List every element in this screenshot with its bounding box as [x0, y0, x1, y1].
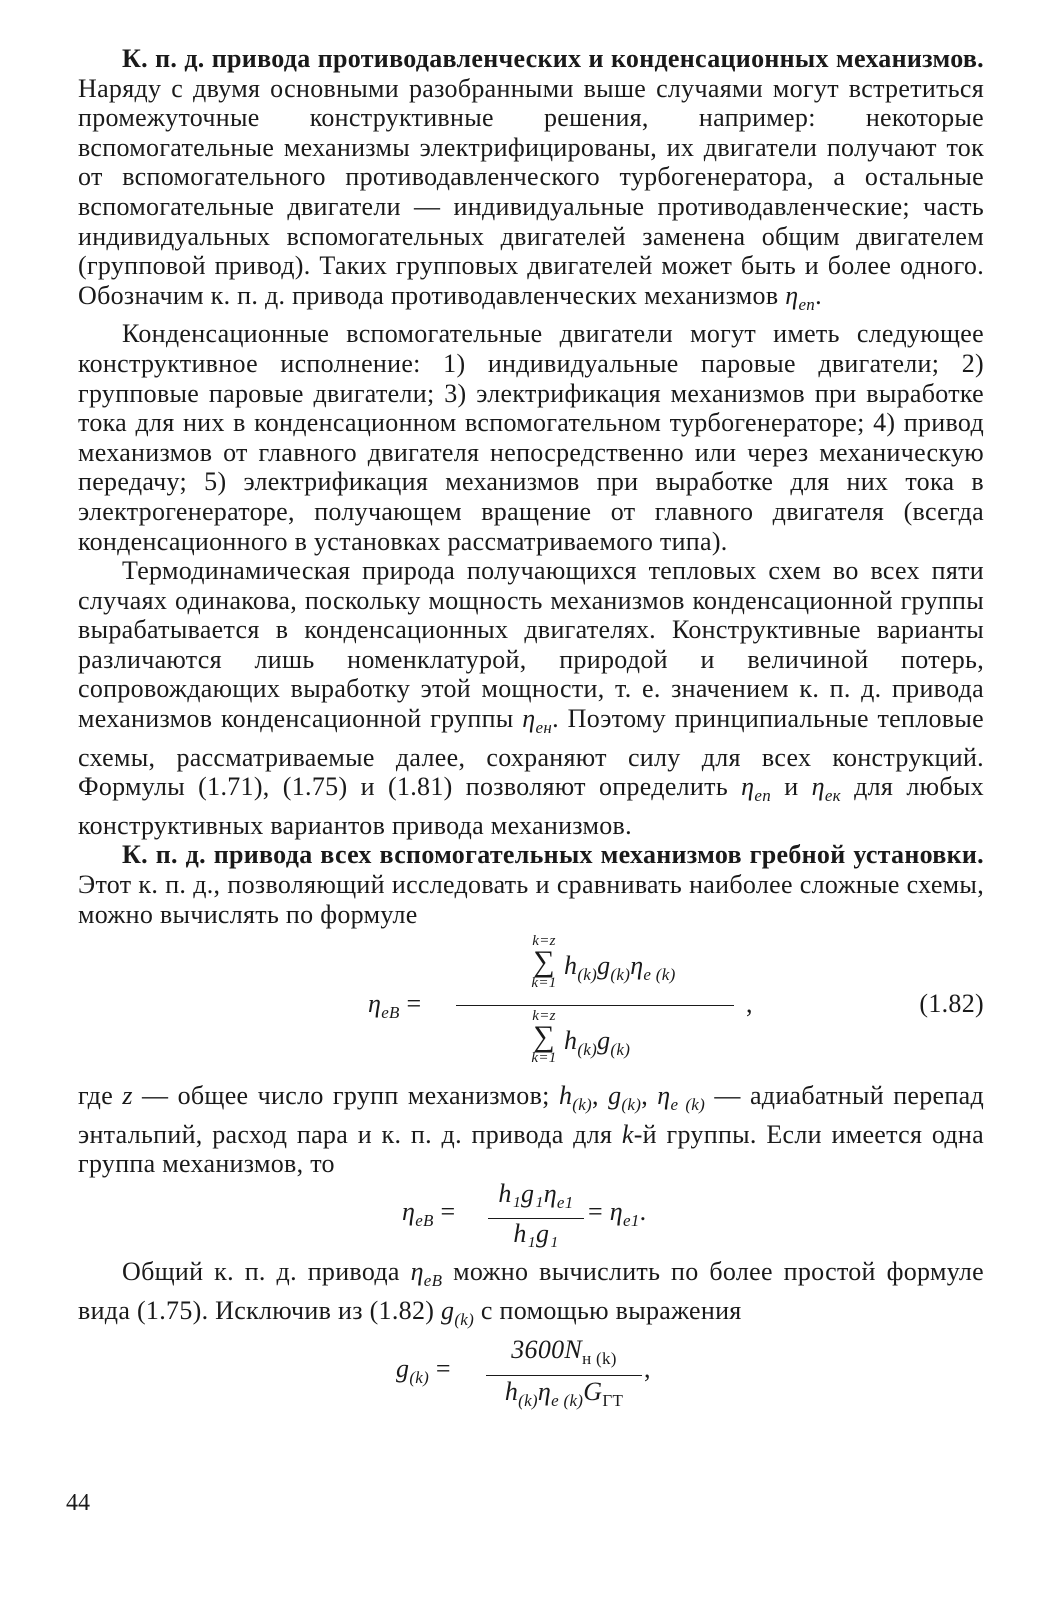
paragraph-6: Общий к. п. д. привода $\eta_{еВ}$ можно вычислить по более простой формуле вида (1.75). Исключив из (1.82) $g_{(k)}$ с помощью выражения [78, 1257, 984, 1329]
equation-number: (1.82) [919, 989, 984, 1019]
paragraph-2: Конденсационные вспомогательные двигатели могут иметь следующее конструктивное исполнение: 1) индивидуальные паровые двигатели; 2) групповые паровые двигатели; 3) электрификация механизмов при выработке тока для них в конденсационном вспомогательном турбогенераторе; 4) привод механизмов от главного двигателя непосредственно или через механическую передачу; 5) электрификация механизмов при выработке для них тока в электрогенераторе, получающем вращение от главного двигателя (всегда конденсационного в установках рассматриваемого типа). [78, 319, 984, 556]
equation-1-82-fraction: k=z ∑ k=1 $h_{(k)}g_{(k)}\eta_{е (k)}$ k=z ∑ k=1 $h_{(k)}g_{(k)}$ [456, 933, 752, 1078]
paragraph-3: Термодинамическая природа получающихся тепловых схем во всех пяти случаях одинакова, поскольку мощность механизмов конденсационной группы вырабатывается в конденсационных двигателях. Конструктивные варианты различаются лишь номенклатурой, природой и величиной потерь, сопровождающих выработку этой мощности, т. е. значением к. п. д. привода механизмов конденсационной группы $\eta_{ен}$. Поэтому принципиальные тепловые схемы, рассматриваемые далее, сохраняют силу для всех конструкций. Формулы (1.71), (1.75) и (1.81) позволяют определить $\eta_{еп}$ и $\eta_{ек}$ для любых конструктивных вариантов привода механизмов. [78, 556, 984, 840]
section-heading-all-aux: К. п. д. привода всех вспомогательных механизмов гребной установки. [122, 840, 984, 870]
equation-1-82: $\eta_{еВ}$ = k=z ∑ k=1 $h_{(k)}g_{(k)}\eta_{е (k)}$ k=z ∑ k=1 $h_{(k)}g_{(k)}$ , (1.82) [78, 933, 984, 1081]
equation-single-group: $\eta_{еВ}$ = $h_1g_1\eta_{е1}$ h₁g₁ = $\eta_{е1}$. [402, 1179, 647, 1248]
paragraph-5: где z — общее число групп механизмов; $h_{(k)}$, $g_{(k)}$, $\eta_{е (k)}$ — адиабатный перепад энтальпий, расход пара и к. п. д. привода для k-й группы. Если имеется одна группа механизмов, то [78, 1081, 984, 1179]
equation-g-k: $g_{(k)}$ = $3600N_{н (k)}$ $h_{(k)}\eta_{е (k)}G_{ГТ}$ , [78, 1334, 984, 1408]
section-heading-backpressure: К. п. д. привода противодавленческих и конденсационных механизмов. [122, 44, 984, 73]
paragraph-1: К. п. д. привода противодавленческих и конденсационных механизмов. Наряду с двумя основными разобранными выше случаями могут встретиться промежуточные конструктивные решения, например: некоторые вспомогательные механизмы электрифицированы, их двигатели получают ток от вспомогательного противодавленческого турбогенератора, а остальные вспомогательные двигатели — индивидуальные противодавленческие; часть индивидуальных вспомогательных двигателей заменена общим двигателем (групповой привод). Таких групповых двигателей может быть и более одного. Обозначим к. п. д. привода противодавленческих механизмов $\eta_{еп}$. [78, 44, 984, 314]
paragraph-4: К. п. д. привода всех вспомогательных механизмов гребной установки. Этот к. п. д., позволяющий исследовать и сравнивать наиболее сложные схемы, можно вычислять по формуле [78, 840, 984, 929]
page-number: 44 [66, 1490, 90, 1516]
page-body [78, 44, 984, 1411]
